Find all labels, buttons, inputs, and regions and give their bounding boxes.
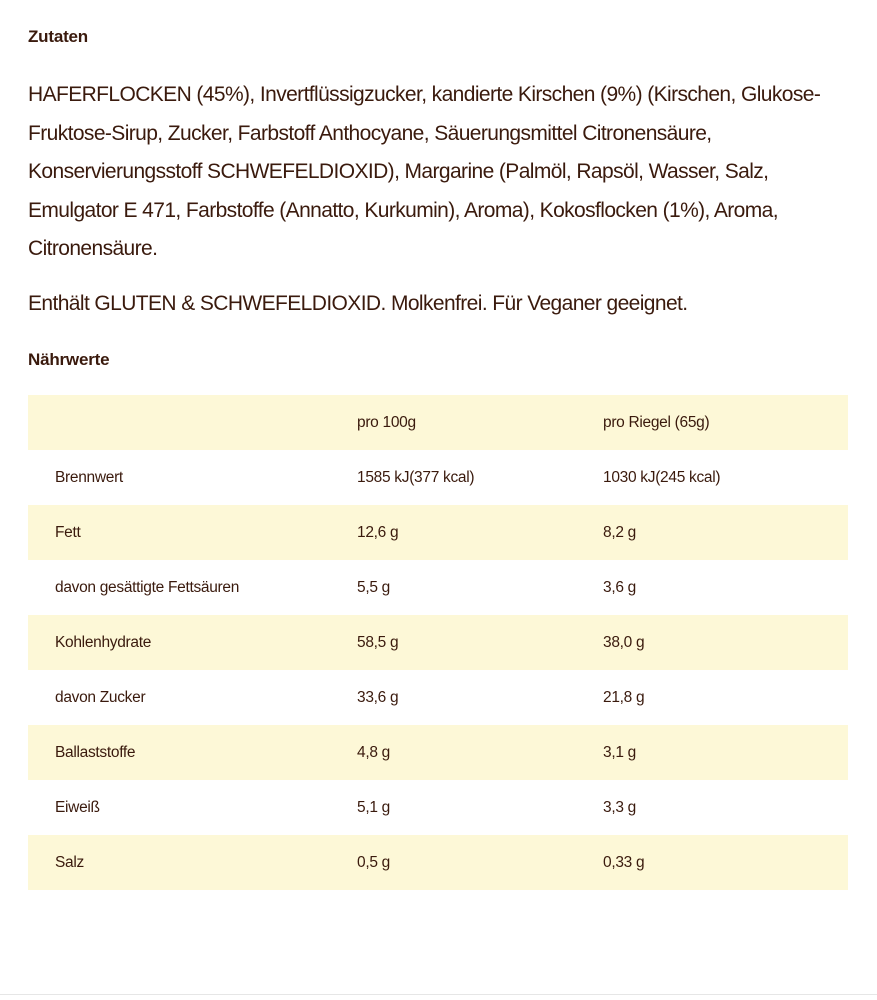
- nutrient-per-bar: 3,6 g: [603, 578, 636, 596]
- bottom-divider: [0, 994, 877, 995]
- nutrient-name: Eiweiß: [55, 798, 100, 816]
- nutrient-per-100g: 5,1 g: [357, 798, 390, 816]
- nutrient-name: Brennwert: [55, 468, 123, 486]
- nutrient-name: Salz: [55, 853, 84, 871]
- nutrient-per-100g: 58,5 g: [357, 633, 399, 651]
- nutrient-per-bar: 0,33 g: [603, 853, 645, 871]
- nutrient-per-100g: 4,8 g: [357, 743, 390, 761]
- ingredients-text: HAFERFLOCKEN (45%), Invertflüssigzucker, kandierte Kirschen (9%) (Kirschen, Glukose-Fruktose-Sirup, Zucker, Farbstoff Anthocyane, Säuerungsmittel Citronensäure, Konservierungsstoff SCHWEFELDIOXID), Margarine (Palmöl, Rapsöl, Wasser, Salz, Emulgator E 471, Farbstoffe (Annatto, Kurkumin), Aroma), Kokosflocken (1%), Aroma, Citronensäure.: [28, 83, 821, 260]
- nutrient-per-bar: 3,1 g: [603, 743, 636, 761]
- table-header-row: [28, 395, 848, 450]
- nutrient-per-100g: 1585 kJ(377 kcal): [357, 468, 475, 486]
- nutrient-per-100g: 12,6 g: [357, 523, 399, 541]
- table-row: [28, 450, 848, 505]
- table-row: [28, 725, 848, 780]
- nutrient-per-bar: 38,0 g: [603, 633, 645, 651]
- ingredients-heading: Zutaten: [28, 27, 88, 46]
- nutrient-name: Ballaststoffe: [55, 743, 136, 761]
- allergen-note: Enthält GLUTEN & SCHWEFELDIOXID. Molkenfrei. Für Veganer geeignet.: [28, 292, 688, 315]
- nutrient-name: davon gesättigte Fettsäuren: [55, 578, 240, 596]
- nutrient-per-100g: 0,5 g: [357, 853, 390, 871]
- nutrient-name: Kohlenhydrate: [55, 633, 152, 651]
- nutrient-per-bar: 8,2 g: [603, 523, 636, 541]
- nutrient-name: davon Zucker: [55, 688, 146, 706]
- nutrition-table: [28, 395, 848, 890]
- nutrient-per-100g: 33,6 g: [357, 688, 399, 706]
- column-header-per-100g: pro 100g: [357, 413, 416, 431]
- table-row: [28, 670, 848, 725]
- table-row: [28, 560, 848, 615]
- table-row: [28, 505, 848, 560]
- nutrient-name: Fett: [55, 523, 81, 541]
- table-row: [28, 835, 848, 890]
- nutrient-per-bar: 1030 kJ(245 kcal): [603, 468, 721, 486]
- column-header-per-bar: pro Riegel (65g): [603, 413, 710, 431]
- nutrient-per-bar: 21,8 g: [603, 688, 645, 706]
- table-row: [28, 780, 848, 835]
- column-header-name: [28, 395, 357, 450]
- nutrition-heading: Nährwerte: [28, 350, 110, 369]
- nutrient-per-bar: 3,3 g: [603, 798, 636, 816]
- nutrient-per-100g: 5,5 g: [357, 578, 390, 596]
- table-row: [28, 615, 848, 670]
